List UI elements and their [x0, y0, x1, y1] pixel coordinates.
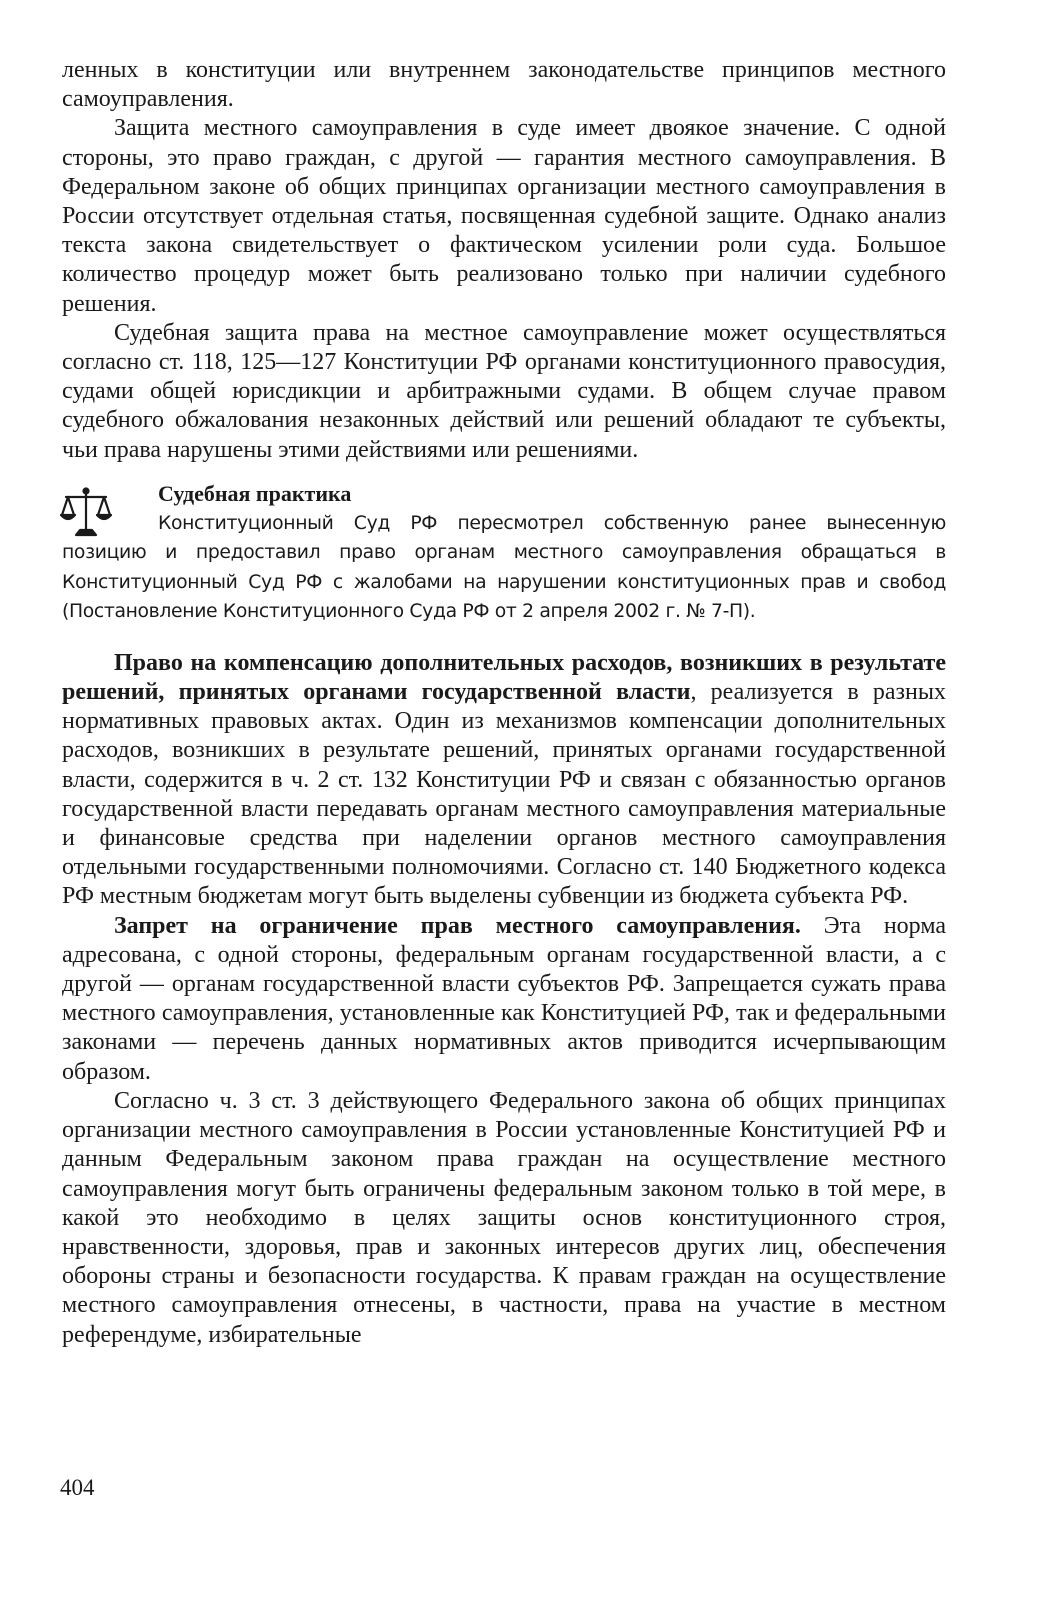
- paragraph-part3: Согласно ч. 3 ст. 3 действующего Федерального закона об общих принципах организации местного самоуправления в России установленные Конституцией РФ и данным Федеральным законом права граждан на осуществление местного самоуправления могут быть ограничены федеральным законом только в той мере, в какой это необходимо в целях защиты основ конституционного строя, нравственности, здоровья, прав и законных интересов других лиц, обеспечения обороны страны и безопасности государства. К правам граждан на осуществление местного самоуправления отнесены, в частности, права на участие в местном референдуме, избирательные: [62, 1087, 946, 1348]
- paragraph-compensation: [62, 649, 946, 912]
- compensation-heading: Право на компенсацию дополнительных расходов, возникших в результате решений, принятых органами государственной власти: [62, 649, 946, 706]
- paragraph-court-protection-value: Защита местного самоуправления в суде имеет двоякое значение. С одной стороны, это право граждан, с другой — гарантия местного самоуправления. В Федеральном законе об общих принципах организации местного самоуправления в России отсутствует отдельная статья, посвященная судебной защите. Однако анализ текста закона свидетельствует о фактическом усилении роли суда. Большое количество процедур может быть реализовано только при наличии судебного решения.: [62, 115, 946, 317]
- judicial-practice-box: [62, 481, 946, 627]
- page-body: [62, 56, 946, 1350]
- paragraph-prohibition: [62, 912, 946, 1087]
- prohibition-heading: Запрет на ограничение прав местного самоуправления.: [114, 912, 801, 939]
- practice-title: Судебная практика: [158, 480, 352, 506]
- practice-text: Конституционный Суд РФ пересмотрел собственную ранее вынесенную позицию и предоставил право органам местного самоуправления обращаться в Конституционный Суд РФ с жалобами на нарушении конституционных прав и свобод (Постановление Конституционного Суда РФ от 2 апреля 2002 г. № 7-П).: [62, 512, 946, 623]
- compensation-text: , реализуется в разных нормативных правовых актах. Один из механизмов компенсации дополнительных расходов, возникших в результате решений, принятых органами государственной власти, содержится в ч. 2 ст. 132 Конституции РФ и связан с обязанностью органов государственной власти передавать органам местного самоуправления материальные и финансовые средства при наделении органов местного самоуправления отдельными государственными полномочиями. Согласно ст. 140 Бюджетного кодекса РФ местным бюджетам могут быть выделены субвенции из бюджета субъекта РФ.: [62, 679, 946, 910]
- prohibition-text: Эта норма адресована, с одной стороны, федеральным органам государственной власти, а с другой — органам государственной власти субъектов РФ. Запрещается сужать права местного самоуправления, установленные как Конституцией РФ, так и федеральными законами — перечень данных нормативных актов приводится исчерпывающим образом.: [62, 912, 946, 1085]
- paragraph-continuation: ленных в конституции или внутреннем законодательстве принципов местного самоуправления.: [62, 57, 946, 113]
- paragraph-judicial-protection: Судебная защита права на местное самоуправление может осуществляться согласно ст. 118, 125—127 Конституции РФ органами конституционного правосудия, судами общей юрисдикции и арбитражными судами. В общем случае правом судебного обжалования незаконных действий или решений обладают те субъекты, чьи права нарушены этими действиями или решениями.: [62, 319, 946, 463]
- page-number: 404: [60, 1475, 95, 1500]
- scales-of-justice-icon: [58, 483, 114, 539]
